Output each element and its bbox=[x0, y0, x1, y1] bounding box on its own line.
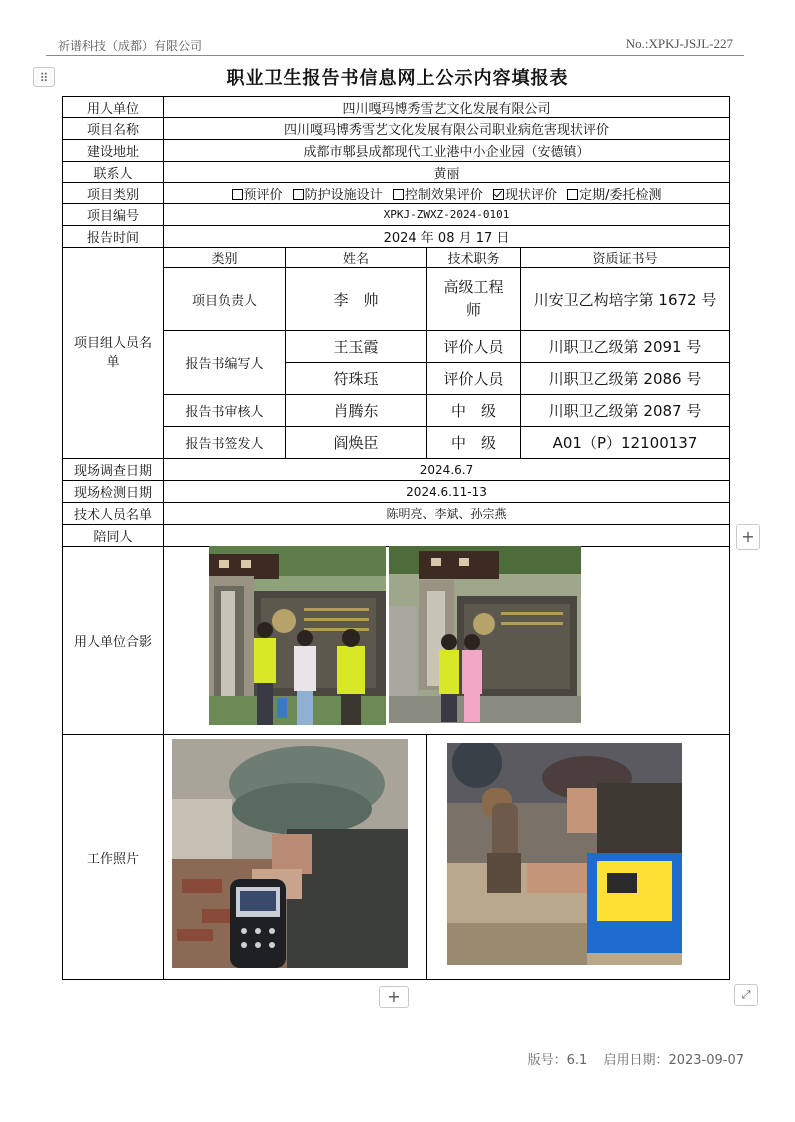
team-header-category: 类别 bbox=[164, 248, 286, 268]
team-row-writer-1 bbox=[63, 331, 730, 363]
option-label: 预评价 bbox=[243, 187, 283, 203]
writer-2-name[interactable]: 符珠珏 bbox=[286, 363, 427, 395]
option-label: 现状评价 bbox=[504, 187, 557, 203]
team-header-cert: 资质证书号 bbox=[521, 248, 730, 268]
add-row-button[interactable]: + bbox=[379, 986, 409, 1008]
writer-1-title[interactable]: 评价人员 bbox=[427, 331, 521, 363]
companion-value[interactable] bbox=[164, 525, 730, 547]
team-label: 项目组人员名单 bbox=[63, 248, 164, 459]
team-row-leader bbox=[63, 268, 730, 331]
project-no-value[interactable]: XPKJ-ZWXZ-2024-0101 bbox=[164, 204, 730, 226]
group-photo-2 bbox=[389, 546, 581, 723]
row-address bbox=[63, 140, 730, 162]
reviewer-name[interactable]: 肖腾东 bbox=[286, 395, 427, 427]
company-name: 祈谱科技（成都）有限公司 bbox=[58, 39, 203, 53]
group-photo-label: 用人单位合影 bbox=[63, 547, 164, 735]
project-type-options bbox=[164, 183, 730, 204]
option-protection-design[interactable] bbox=[293, 184, 383, 203]
address-value[interactable]: 成都市郫县成都现代工业港中小企业园（安德镇） bbox=[164, 140, 730, 162]
row-project-no bbox=[63, 204, 730, 226]
test-date-value[interactable]: 2024.6.11-13 bbox=[164, 481, 730, 503]
test-date-label: 现场检测日期 bbox=[63, 481, 164, 503]
writer-role: 报告书编写人 bbox=[164, 331, 286, 395]
writer-2-title[interactable]: 评价人员 bbox=[427, 363, 521, 395]
project-no-label: 项目编号 bbox=[63, 204, 164, 226]
team-header-row bbox=[63, 248, 730, 268]
row-test-date bbox=[63, 481, 730, 503]
address-label: 建设地址 bbox=[63, 140, 164, 162]
checkbox-icon[interactable] bbox=[567, 189, 578, 200]
signer-title[interactable]: 中 级 bbox=[427, 427, 521, 459]
option-label: 防护设施设计 bbox=[304, 187, 383, 203]
footer-effective-date: 启用日期：2023-09-07 bbox=[603, 1053, 744, 1068]
leader-role: 项目负责人 bbox=[164, 268, 286, 331]
option-periodic-testing[interactable] bbox=[567, 184, 661, 203]
row-employer bbox=[63, 97, 730, 118]
team-row-signer bbox=[63, 427, 730, 459]
drag-handle-icon[interactable]: ⠿ bbox=[33, 67, 55, 87]
add-row-side-button[interactable]: + bbox=[736, 524, 760, 550]
employer-value[interactable]: 四川嘎玛博秀雪艺文化发展有限公司 bbox=[164, 97, 730, 118]
option-label: 控制效果评价 bbox=[404, 187, 483, 203]
reviewer-cert[interactable]: 川职卫乙级第 2087 号 bbox=[521, 395, 730, 427]
footer-version: 版号：6.1 bbox=[527, 1053, 588, 1068]
project-type-label: 项目类别 bbox=[63, 183, 164, 204]
option-pre-evaluation[interactable] bbox=[232, 184, 283, 203]
checkbox-icon[interactable] bbox=[393, 189, 404, 200]
option-control-effect[interactable] bbox=[393, 184, 483, 203]
contact-label: 联系人 bbox=[63, 162, 164, 183]
survey-date-value[interactable]: 2024.6.7 bbox=[164, 459, 730, 481]
footer bbox=[516, 1049, 744, 1068]
report-date-label: 报告时间 bbox=[63, 226, 164, 248]
leader-title[interactable]: 高级工程师 bbox=[427, 268, 521, 331]
row-project-name bbox=[63, 118, 730, 140]
group-photo-1 bbox=[209, 546, 386, 725]
signer-name[interactable]: 阎焕臣 bbox=[286, 427, 427, 459]
writer-1-name[interactable]: 王玉霞 bbox=[286, 331, 427, 363]
report-date-value[interactable]: 2024 年 08 月 17 日 bbox=[164, 226, 730, 248]
writer-2-cert[interactable]: 川职卫乙级第 2086 号 bbox=[521, 363, 730, 395]
signer-role: 报告书签发人 bbox=[164, 427, 286, 459]
option-label: 定期/委托检测 bbox=[579, 187, 662, 203]
row-project-type bbox=[63, 183, 730, 204]
signer-cert[interactable]: A01（P）12100137 bbox=[521, 427, 730, 459]
team-header-name: 姓名 bbox=[286, 248, 427, 268]
reviewer-role: 报告书审核人 bbox=[164, 395, 286, 427]
technicians-value[interactable]: 陈明亮、李斌、孙宗燕 bbox=[164, 503, 730, 525]
checkbox-icon[interactable] bbox=[232, 189, 243, 200]
option-status-evaluation[interactable] bbox=[493, 184, 557, 203]
row-contact bbox=[63, 162, 730, 183]
row-technicians bbox=[63, 503, 730, 525]
team-header-title: 技术职务 bbox=[427, 248, 521, 268]
expand-icon[interactable]: ⤢ bbox=[734, 984, 758, 1006]
work-photo-1 bbox=[172, 739, 408, 968]
checkbox-icon[interactable] bbox=[293, 189, 304, 200]
writer-1-cert[interactable]: 川职卫乙级第 2091 号 bbox=[521, 331, 730, 363]
work-photo-label: 工作照片 bbox=[63, 735, 164, 980]
header-divider bbox=[46, 55, 744, 56]
form-title: 职业卫生报告书信息网上公示内容填报表 bbox=[226, 68, 569, 89]
leader-cert[interactable]: 川安卫乙构培字第 1672 号 bbox=[521, 268, 730, 331]
project-name-label: 项目名称 bbox=[63, 118, 164, 140]
technicians-label: 技术人员名单 bbox=[63, 503, 164, 525]
companion-label: 陪同人 bbox=[63, 525, 164, 547]
leader-name[interactable]: 李 帅 bbox=[286, 268, 427, 331]
survey-date-label: 现场调查日期 bbox=[63, 459, 164, 481]
work-photo-2 bbox=[447, 743, 682, 965]
row-report-date bbox=[63, 226, 730, 248]
document-number: No.:XPKJ-JSJL-227 bbox=[625, 36, 733, 51]
project-name-value[interactable]: 四川嘎玛博秀雪艺文化发展有限公司职业病危害现状评价 bbox=[164, 118, 730, 140]
checkbox-checked-icon[interactable] bbox=[493, 189, 504, 200]
employer-label: 用人单位 bbox=[63, 97, 164, 118]
contact-value[interactable]: 黄丽 bbox=[164, 162, 730, 183]
reviewer-title[interactable]: 中 级 bbox=[427, 395, 521, 427]
row-companion bbox=[63, 525, 730, 547]
row-survey-date bbox=[63, 459, 730, 481]
team-row-reviewer bbox=[63, 395, 730, 427]
